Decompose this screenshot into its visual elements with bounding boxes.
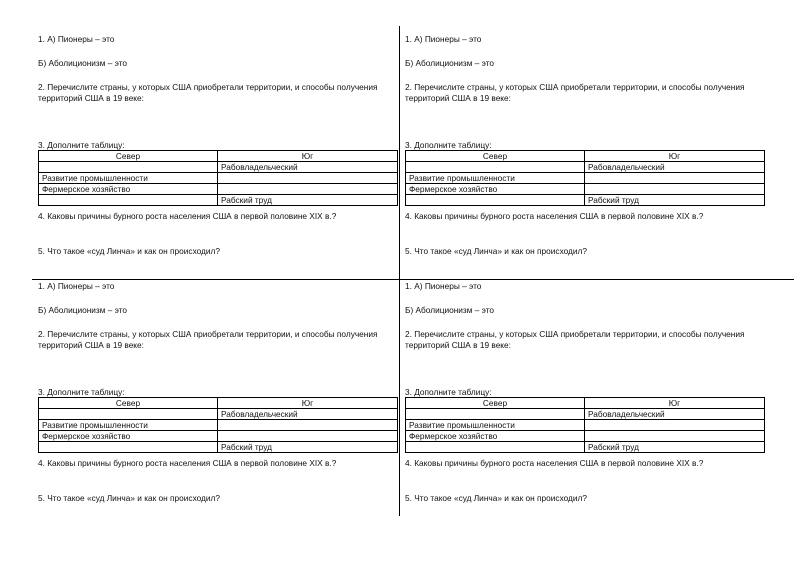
question-2: 2. Перечислите страны, у которых США приобретали территории, и способы получения территорий США в 19 веке: [38, 329, 378, 350]
cell-south[interactable] [218, 173, 398, 184]
table-row [39, 173, 398, 184]
question-1a: 1. А) Пионеры – это [38, 34, 115, 44]
table-header-row [39, 151, 398, 162]
cell-north[interactable] [39, 442, 218, 453]
table-row [406, 431, 765, 442]
cell-south: Рабский труд [585, 442, 765, 453]
cell-north: Фермерское хозяйство [39, 431, 218, 442]
table-row [406, 420, 765, 431]
question-1b: Б) Аболиционизм – это [405, 58, 495, 68]
table-row [406, 173, 765, 184]
header-north: Север [406, 398, 585, 409]
cell-south[interactable] [585, 420, 765, 431]
question-5: 5. Что такое «суд Линча» и как он происходил? [405, 246, 587, 256]
cell-north[interactable] [39, 195, 218, 206]
cell-south: Рабовладельческий [585, 409, 765, 420]
cell-north: Развитие промышленности [39, 420, 218, 431]
cell-north[interactable] [406, 442, 585, 453]
question-5: 5. Что такое «суд Линча» и как он происходил? [38, 493, 220, 503]
table-row [39, 409, 398, 420]
question-1b: Б) Аболиционизм – это [38, 305, 128, 315]
comparison-table [38, 150, 398, 206]
cell-south: Рабовладельческий [218, 409, 398, 420]
question-3: 3. Дополните таблицу: [38, 387, 125, 397]
comparison-table [38, 397, 398, 453]
comparison-table [405, 397, 765, 453]
cell-south: Рабский труд [218, 442, 398, 453]
cell-north[interactable] [39, 409, 218, 420]
question-1a: 1. А) Пионеры – это [38, 281, 115, 291]
table-row [39, 184, 398, 195]
header-north: Север [39, 398, 218, 409]
cell-north: Фермерское хозяйство [406, 431, 585, 442]
question-2: 2. Перечислите страны, у которых США приобретали территории, и способы получения территорий США в 19 веке: [38, 82, 378, 103]
question-1a: 1. А) Пионеры – это [405, 34, 482, 44]
question-4: 4. Каковы причины бурного роста населения США в первой половине XIX в.? [405, 458, 704, 468]
cell-north[interactable] [39, 162, 218, 173]
horizontal-cut-line [32, 279, 794, 280]
table-row [406, 162, 765, 173]
question-1b: Б) Аболиционизм – это [38, 58, 128, 68]
cell-south[interactable] [585, 173, 765, 184]
header-south: Юг [585, 398, 765, 409]
header-north: Север [39, 151, 218, 162]
header-north: Север [406, 151, 585, 162]
question-3: 3. Дополните таблицу: [38, 140, 125, 150]
question-2: 2. Перечислите страны, у которых США приобретали территории, и способы получения территорий США в 19 веке: [405, 82, 745, 103]
cell-south: Рабовладельческий [585, 162, 765, 173]
header-south: Юг [585, 151, 765, 162]
table-header-row [406, 398, 765, 409]
table-row [39, 431, 398, 442]
question-4: 4. Каковы причины бурного роста населения США в первой половине XIX в.? [38, 458, 337, 468]
cell-north[interactable] [406, 409, 585, 420]
cell-north[interactable] [406, 162, 585, 173]
header-south: Юг [218, 398, 398, 409]
cell-south[interactable] [218, 431, 398, 442]
table-row [406, 442, 765, 453]
cell-north: Фермерское хозяйство [39, 184, 218, 195]
cell-south: Рабский труд [218, 195, 398, 206]
table-header-row [39, 398, 398, 409]
question-5: 5. Что такое «суд Линча» и как он происходил? [38, 246, 220, 256]
table-row [406, 409, 765, 420]
question-1b: Б) Аболиционизм – это [405, 305, 495, 315]
cell-north: Развитие промышленности [406, 173, 585, 184]
question-3: 3. Дополните таблицу: [405, 140, 492, 150]
table-row [406, 195, 765, 206]
question-1a: 1. А) Пионеры – это [405, 281, 482, 291]
table-row [39, 420, 398, 431]
vertical-cut-line [399, 26, 400, 516]
table-row [406, 184, 765, 195]
question-4: 4. Каковы причины бурного роста населения США в первой половине XIX в.? [38, 211, 337, 221]
question-2: 2. Перечислите страны, у которых США приобретали территории, и способы получения территорий США в 19 веке: [405, 329, 745, 350]
comparison-table [405, 150, 765, 206]
cell-south[interactable] [218, 420, 398, 431]
header-south: Юг [218, 151, 398, 162]
question-4: 4. Каковы причины бурного роста населения США в первой половине XIX в.? [405, 211, 704, 221]
cell-north[interactable] [406, 195, 585, 206]
cell-north: Развитие промышленности [406, 420, 585, 431]
cell-south[interactable] [585, 184, 765, 195]
cell-north: Фермерское хозяйство [406, 184, 585, 195]
cell-south: Рабовладельческий [218, 162, 398, 173]
cell-south[interactable] [585, 431, 765, 442]
question-3: 3. Дополните таблицу: [405, 387, 492, 397]
question-5: 5. Что такое «суд Линча» и как он происходил? [405, 493, 587, 503]
table-row [39, 195, 398, 206]
table-row [39, 442, 398, 453]
cell-south: Рабский труд [585, 195, 765, 206]
table-header-row [406, 151, 765, 162]
cell-south[interactable] [218, 184, 398, 195]
cell-north: Развитие промышленности [39, 173, 218, 184]
table-row [39, 162, 398, 173]
